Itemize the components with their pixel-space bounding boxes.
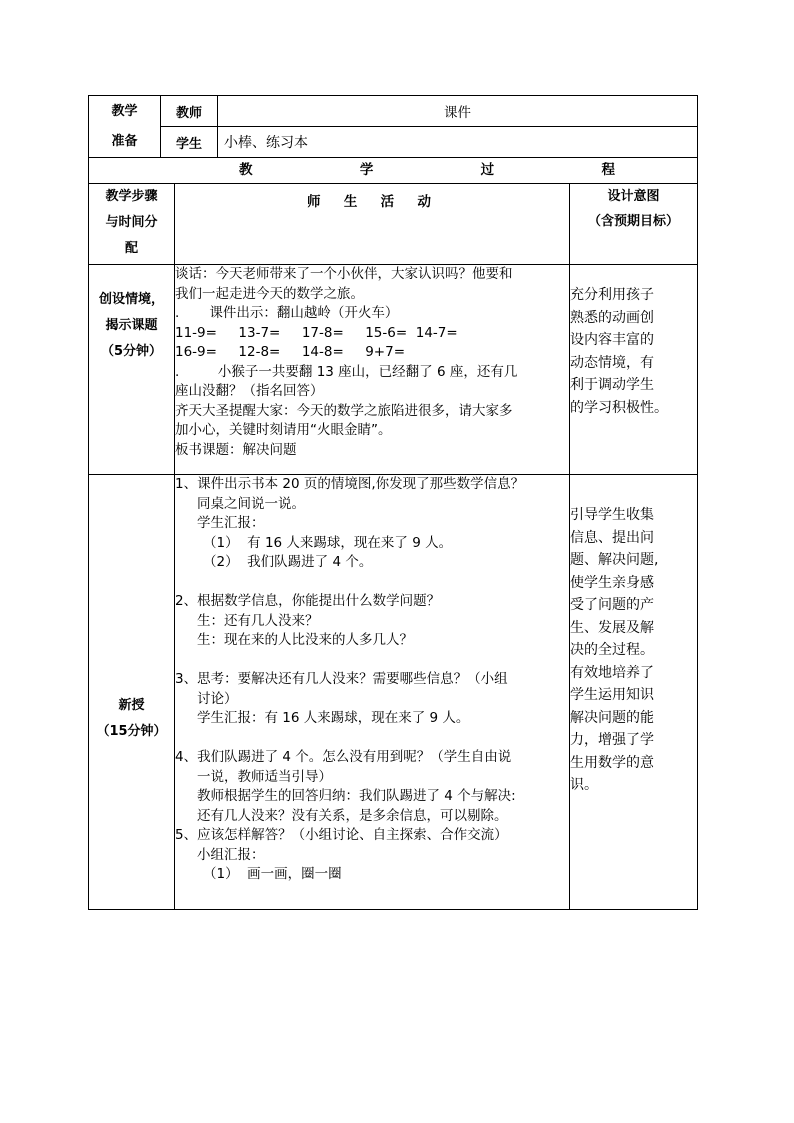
section-1-stage: [89, 265, 175, 475]
section-2-intent-line: 生、发展及解: [570, 619, 655, 636]
section-1-intent-line: 动态情境，有: [570, 354, 655, 371]
student-value: 小棒、练习本: [218, 127, 698, 158]
section-1-line: 齐天大圣提醒大家：今天的数学之旅陷进很多，请大家多: [175, 402, 513, 419]
section-2-intent-line: 使学生亲身感: [570, 574, 655, 591]
section-1-line: 加小心，关键时刻请用“火眼金睛”。: [175, 422, 392, 438]
column-header-row: [89, 184, 698, 265]
activity-column-header: [175, 184, 570, 265]
prep-label-line2: 准备: [111, 133, 138, 149]
section-2-intent-line: 决的全过程。: [570, 642, 655, 658]
section-2-line: 学生汇报：有 16 人来踢球，现在来了 9 人。: [197, 710, 470, 726]
intent-header-line2: （含预期目标）: [588, 214, 680, 229]
section-1-line: 16-9= 12-8= 14-8= 9+7=: [175, 344, 406, 360]
prep-row-teacher: [89, 96, 698, 127]
student-label: 学生: [161, 127, 218, 158]
section-2-row: [89, 475, 698, 910]
section-1-intent-line: 设内容丰富的: [570, 332, 655, 348]
steps-header-line2: 与时间分: [105, 215, 158, 230]
section-2-intent-line: 学生运用知识: [570, 687, 655, 703]
section-2-line: 2、根据数学信息，你能提出什么数学问题？: [175, 593, 441, 609]
section-2-line: 学生汇报：: [197, 515, 265, 531]
section-1-line: 谈话：今天老师带来了一个小伙伴，大家认识吗？他要和: [175, 266, 513, 282]
section-1-line: 11-9= 13-7= 17-8= 15-6= 14-7=: [175, 324, 458, 341]
section-2-line: 5、应该怎样解答？（小组讨论、自主探索、合作交流）: [175, 827, 508, 843]
section-2-line: 4、我们队踢进了 4 个。怎么没有用到呢？（学生自由说: [175, 749, 512, 765]
section-1-intent-line: 利于调动学生: [570, 377, 655, 393]
section-2-line: 一说，教师适当引导）: [197, 768, 332, 785]
activity-char-1: 师: [307, 194, 321, 210]
section-2-intent-line: 信息、提出问: [570, 529, 655, 546]
section-2-intent-line: 题、解决问题,: [570, 552, 659, 568]
process-header-row: [89, 158, 698, 184]
intent-header-line1: 设计意图: [607, 189, 660, 204]
section-2-stage-line2: （15分钟）: [96, 724, 167, 739]
section-2-line: 1、课件出示书本 20 页的情境图,你发现了那些数学信息？: [175, 476, 525, 492]
lesson-plan-table: [88, 95, 698, 910]
section-2-line: 还有几人没来？没有关系，是多余信息，可以剔除。: [197, 807, 508, 824]
section-2-intent-line: 引导学生收集: [570, 507, 655, 523]
section-1-intent-line: 的学习积极性。: [570, 399, 669, 416]
activity-char-2: 生: [343, 194, 358, 210]
section-2-line: 生：现在来的人比没来的人多几人？: [197, 632, 413, 648]
teacher-value: 课件: [218, 96, 698, 127]
section-2-intent-line: 受了问题的产: [570, 597, 655, 613]
section-2-intent-line: 解决问题的能: [570, 709, 655, 726]
section-2-line: 同桌之间说一说。: [197, 495, 305, 512]
section-2-stage-line1: 新授: [118, 698, 145, 713]
section-1-stage-line1: 创设情境，: [98, 292, 164, 307]
process-char-3: 过: [480, 162, 495, 178]
section-1-line: . 课件出示：翻山越岭（开火车）: [175, 305, 399, 321]
section-2-stage: [89, 475, 175, 910]
section-1-line: 板书课题：解决问题: [175, 441, 297, 458]
section-2-line: 3、思考：要解决还有几人没来？需要哪些信息？（小组: [175, 671, 508, 687]
prep-label: [89, 96, 161, 158]
section-2-intent-line: 生用数学的意: [570, 754, 655, 771]
prep-row-student: [89, 127, 698, 158]
section-2-intent: [570, 475, 698, 910]
section-1-intent-line: 熟悉的动画创: [570, 309, 655, 326]
section-2-intent-line: 识。: [570, 777, 599, 793]
prep-label-line1: 教学: [111, 103, 138, 119]
teacher-label: 教师: [161, 96, 218, 127]
section-2-line: （1） 有 16 人来踢球，现在来了 9 人。: [203, 534, 453, 551]
section-1-row: [89, 265, 698, 475]
section-2-intent-line: 有效地培养了: [570, 664, 655, 681]
process-header: [89, 158, 698, 184]
process-char-4: 程: [601, 162, 615, 178]
section-1-line: 我们一起走进今天的数学之旅。: [175, 285, 364, 302]
section-1-stage-line3: （5分钟）: [100, 344, 163, 359]
section-1-line: . 小猴子一共要翻 13 座山，已经翻了 6 座，还有几: [175, 363, 518, 380]
section-2-line: 小组汇报：: [197, 846, 265, 863]
section-2-line: 教师根据学生的回答归纳：我们队踢进了 4 个与解决:: [197, 788, 516, 804]
section-2-line: （2） 我们队踢进了 4 个。: [203, 554, 373, 570]
section-2-line: 生：还有几人没来？: [197, 612, 319, 629]
process-char-1: 教: [239, 162, 253, 178]
section-2-line: （1） 画一画，圈一圈: [203, 866, 342, 882]
steps-column-header: [89, 184, 175, 265]
section-2-line: 讨论）: [197, 690, 238, 707]
section-1-line: 座山没翻？（指名回答）: [175, 383, 324, 399]
steps-header-line3: 配: [124, 241, 138, 256]
section-1-content: [175, 265, 570, 475]
steps-header-line1: 教学步骤: [105, 189, 158, 204]
activity-char-4: 动: [417, 194, 431, 210]
section-2-content: [175, 475, 570, 910]
section-1-intent: [570, 265, 698, 475]
intent-column-header: [570, 184, 698, 265]
activity-char-3: 活: [380, 194, 395, 210]
section-1-stage-line2: 揭示课题: [105, 318, 158, 333]
section-2-intent-line: 力，增强了学: [570, 732, 655, 748]
section-1-intent-line: 充分利用孩子: [570, 287, 655, 303]
process-char-2: 学: [359, 162, 374, 178]
